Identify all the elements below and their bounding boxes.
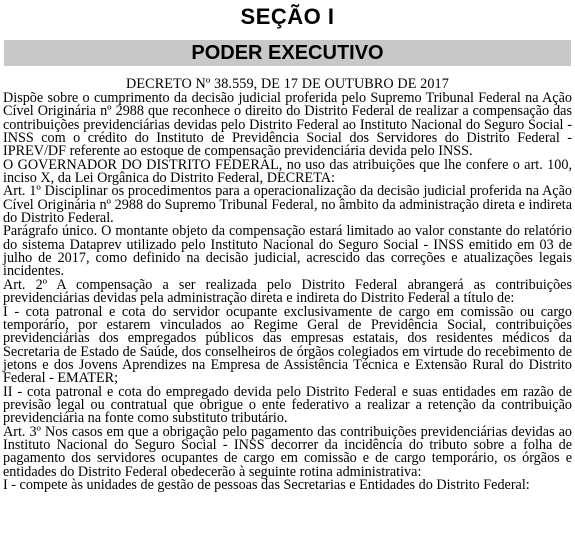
decree-title: DECRETO Nº 38.559, DE 17 DE OUTUBRO DE 2017 — [126, 76, 449, 92]
banner-title: PODER EXECUTIVO — [191, 42, 384, 64]
decree-preamble: O GOVERNADOR DO DISTRITO FEDERAL, no uso das atribuições que lhe confere o art. 100, inciso X, da Lei Orgânica do Distrito Federal, DECRETA: — [3, 156, 572, 187]
decree-body — [3, 92, 572, 492]
article-2-item-ii: II - cota patronal e cota do empregado devida pelo Distrito Federal e suas entidades em razão de previsão legal ou contratual que obrigue o ente federativo a realizar a retenção da contribuição previdenciária na fonte como substituto tributário. — [3, 383, 572, 427]
section-title: SEÇÃO I — [240, 4, 335, 29]
article-2: Art. 2º A compensação a ser realizada pelo Distrito Federal abrangerá as contribuições previdenciárias devidas pela administração direta e indireta do Distrito Federal a título de: — [3, 276, 572, 307]
article-2-item-i: I - cota patronal e cota do servidor ocupante exclusivamente de cargo em comissão ou cargo temporário, por estarem vinculados ao Regime Geral de Previdência Social, contribuições previdenciárias dos empregados públicos das empresas estatais, dos residentes médicos da Secretaria de Estado de Saúde, dos conselheiros de órgãos colegiados em virtude do recebimento de jetons e dos Jovens Aprendizes na Empresa de Assistência Técnica e Extensão Rural do Distrito Federal - EMATER; — [3, 303, 572, 387]
decree-summary: Dispõe sobre o cumprimento da decisão judicial proferida pelo Supremo Tribunal Federal na Ação Cível Originária nº 2988 que reconhece o direito do Distrito Federal de realizar a compensação das contribuições previdenciárias devidas pelo Distrito Federal ao Instituto Nacional do Seguro Social - INSS com o crédito do Instituto de Previdência Social dos Servidores do Distrito Federal - IPREV/DF referente ao estoque de compensação previdenciária devida pelo INSS. — [3, 90, 572, 160]
article-1: Art. 1º Disciplinar os procedimentos para a operacionalização da decisão judicial proferida na Ação Cível Originária nº 2988 do Supremo Tribunal Federal, no âmbito da administração direta e indireta do Distrito Federal. — [3, 183, 572, 227]
article-1-sole-paragraph: Parágrafo único. O montante objeto da compensação estará limitado ao valor constante do relatório do sistema Dataprev utilizado pelo Instituto Nacional do Seguro Social - INSS emitido em 03 de julho de 2017, como definido na decisão judicial, acrescido das correções e atualizações legais incidentes. — [3, 223, 572, 280]
section-banner — [4, 40, 571, 66]
article-3-item-i: I - compete às unidades de gestão de pessoas das Secretarias e Entidades do Distrito Federal: — [3, 476, 530, 493]
article-3: Art. 3º Nos casos em que a obrigação pelo pagamento das contribuições previdenciárias devidas ao Instituto Nacional do Seguro Social - INSS decorrer da incidência do tributo sobre a folha de pagamento dos servidores ocupantes de cargo em comissão e de cargo temporário, os órgãos e entidades do Distrito Federal obedecerão à seguinte rotina administrativa: — [3, 423, 572, 480]
